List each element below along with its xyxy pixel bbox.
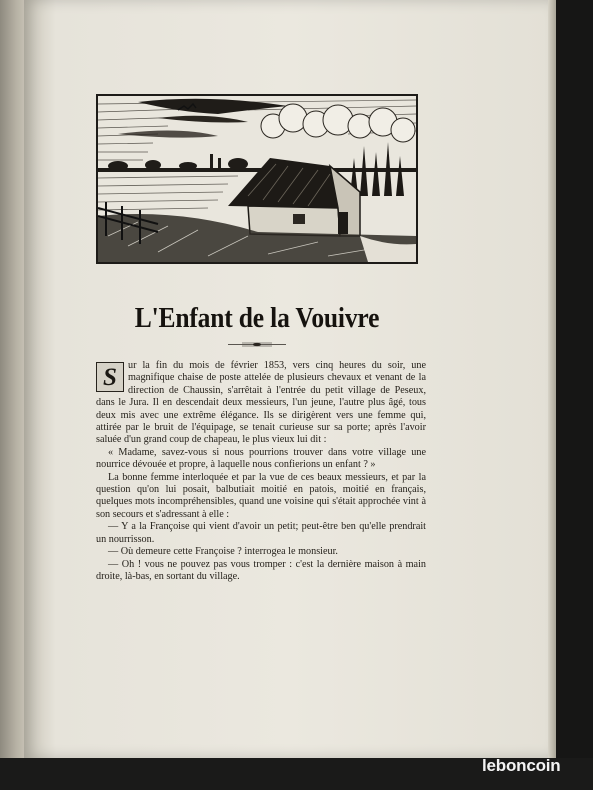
paragraph: — Oh ! vous ne pouvez pas vous tromper : c'est la dernière maison à main droite, là-bas, en sortant du village.: [96, 558, 426, 582]
woodcut-illustration: [96, 94, 418, 264]
body-text: [96, 360, 426, 583]
paragraph: — Y a la Françoise qui vient d'avoir un petit; peut-être ben qu'elle prendrait un nourrisson.: [96, 521, 426, 545]
paragraph: — Où demeure cette Françoise ? interrogea le monsieur.: [108, 546, 338, 558]
dropcap-letter: S: [103, 364, 117, 391]
paragraph: [96, 360, 426, 447]
chapter-title: L'Enfant de la Vouivre: [134, 302, 380, 334]
paragraph: La bonne femme interloquée et par la vue de ces beaux messieurs, et par la question qu'on lui posait, balbutiait moitié en patois, moitié en français, quelques mots incompréhensibles, quand une voisine qui s'était approchée vint à son secours et s'adressant à elle :: [96, 471, 426, 520]
paragraph-text: ur la fin du mois de février 1853, vers cinq heures du soir, une magnifique chaise de poste attelée de plusieurs chevaux et venant de la direction de Chaussin, s'arrêtait à l'entrée du petit village de Peseux, dans le Jura. Il en descendait deux messieurs, l'un jeune, l'autre plus âgé, tous deux mis avec une extrême élégance. Ils se dirigèrent vers une femme qui, attirée par le bruit de l'équipage, se tenait curieuse sur sa porte; après l'avoir saluée d'un grand coup de chapeau, le plus vieux lui dit :: [96, 360, 426, 446]
dropcap: [96, 362, 124, 392]
paragraph: « Madame, savez-vous si nous pourrions trouver dans votre village une nourrice dévouée et propre, à laquelle nous confierions un enfant ? »: [96, 446, 426, 471]
page-edge: [548, 0, 556, 770]
leboncoin-watermark: leboncoin: [482, 756, 561, 775]
title-ornament: [228, 342, 286, 347]
